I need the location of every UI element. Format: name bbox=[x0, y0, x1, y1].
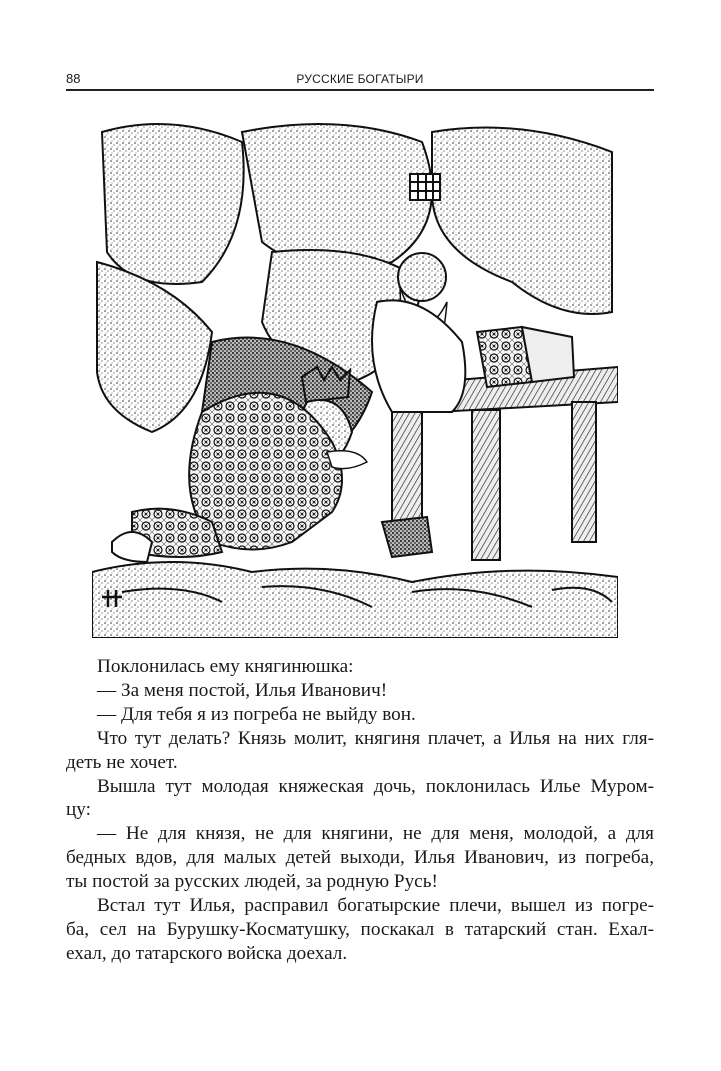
text-line: — Для тебя я из погреба не выйду вон. bbox=[97, 703, 416, 725]
text-line: — За меня постой, Илья Иванович! bbox=[97, 679, 388, 701]
text-line: бедных вдов, для малых детей выходи, Илья Иванович, из погреба, bbox=[66, 847, 654, 869]
text-line: цу: bbox=[66, 799, 91, 821]
text-line: Встал тут Илья, расправил богатырские плечи, вышел из погре- bbox=[97, 895, 654, 917]
text-line: деть не хочет. bbox=[66, 751, 178, 773]
text-line: ты постой за русских людей, за родную Русь! bbox=[66, 871, 438, 893]
header-rule bbox=[66, 89, 654, 91]
illustration-ilya-and-princess bbox=[92, 112, 618, 638]
text-line: Поклонилась ему княгинюшка: bbox=[97, 656, 354, 677]
page-number: 88 bbox=[66, 71, 81, 86]
text-line: ехал, до татарского войска доехал. bbox=[66, 942, 348, 964]
text-line: ба, сел на Бурушку-Косматушку, поскакал в татарский стан. Ехал- bbox=[66, 918, 654, 940]
text-line: Что тут делать? Князь молит, княгиня плачет, а Илья на них гля- bbox=[97, 727, 654, 749]
page-header bbox=[66, 70, 654, 88]
text-line: — Не для князя, не для княгини, не для меня, молодой, а для bbox=[97, 823, 654, 845]
running-title: РУССКИЕ БОГАТЫРИ bbox=[296, 72, 424, 86]
text-line: Вышла тут молодая княжеская дочь, поклонилась Илье Муром- bbox=[97, 775, 654, 797]
body-text bbox=[66, 655, 654, 966]
